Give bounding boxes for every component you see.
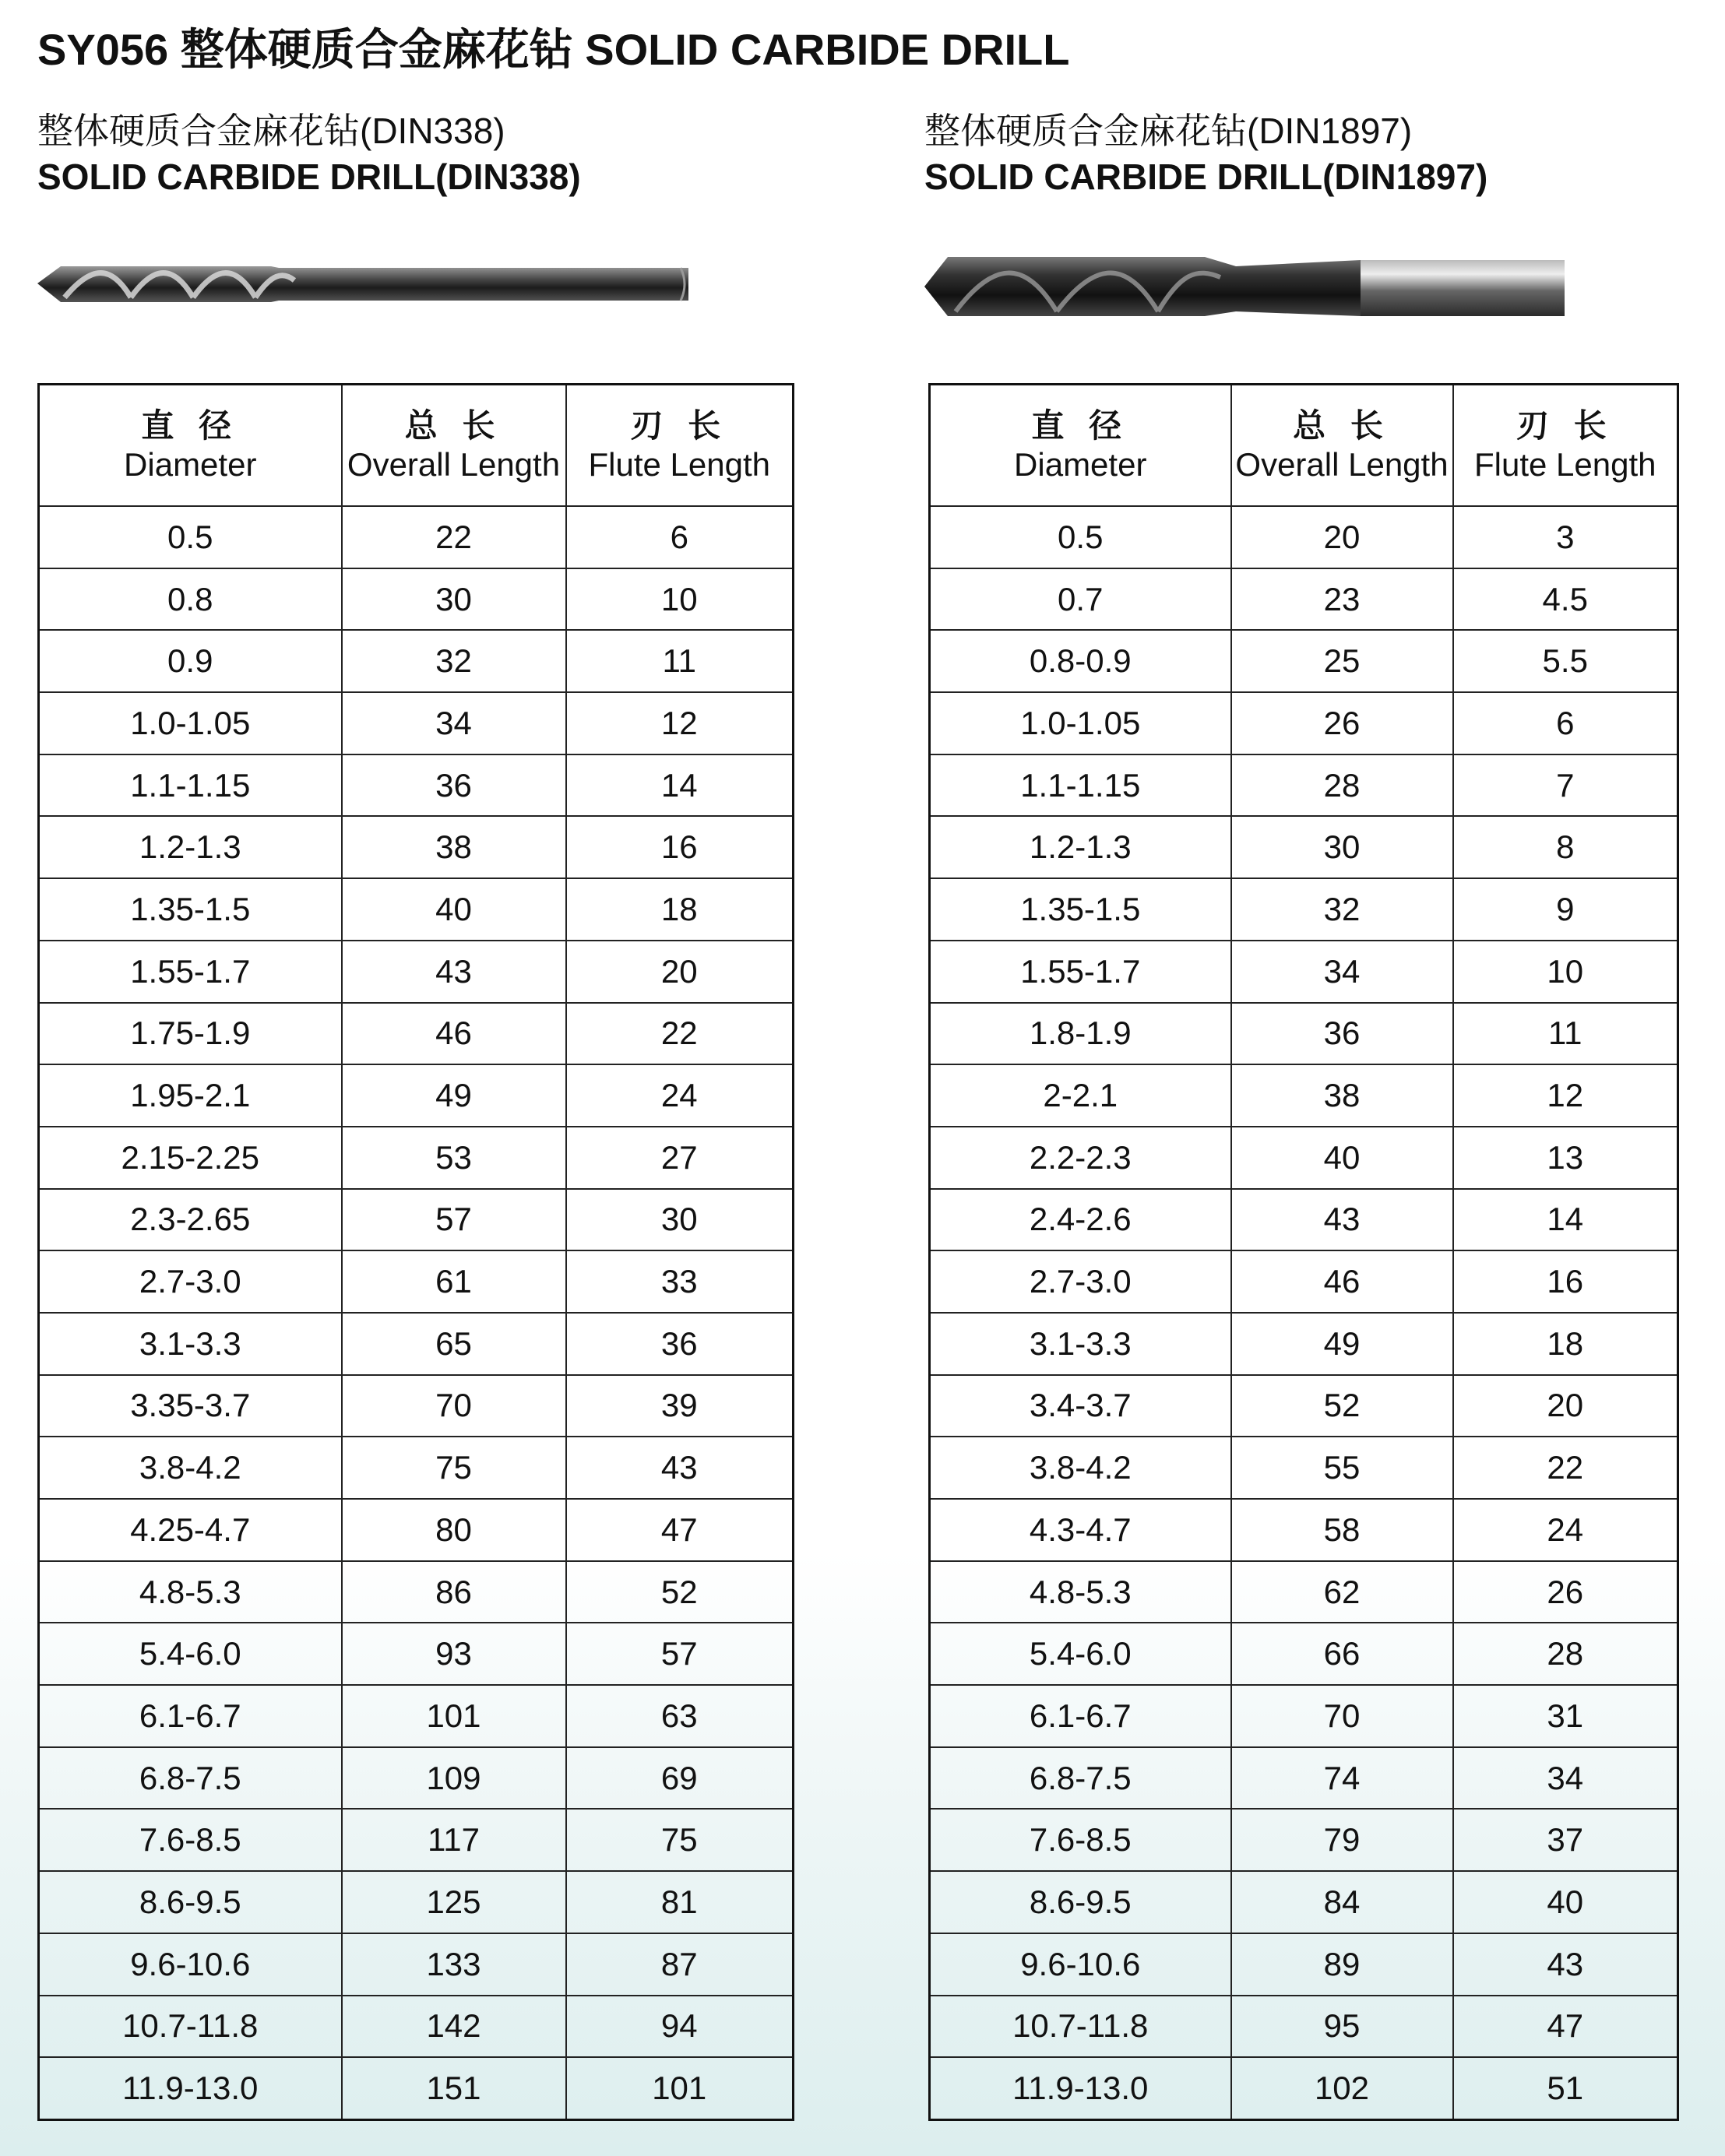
- overall-length-cell: 142: [342, 1996, 566, 2058]
- flute-length-cell: 34: [1453, 1747, 1678, 1810]
- flute-length-cell: 63: [566, 1685, 794, 1747]
- overall-length-cell: 52: [1231, 1375, 1453, 1437]
- diameter-cell: 4.8-5.3: [39, 1561, 342, 1623]
- flute-length-cell: 18: [1453, 1313, 1678, 1375]
- flute-length-cell: 31: [1453, 1685, 1678, 1747]
- table-row: [930, 1685, 1678, 1747]
- diameter-cell: 8.6-9.5: [930, 1871, 1231, 1933]
- overall-length-cell: 70: [1231, 1685, 1453, 1747]
- overall-length-cell: 49: [342, 1064, 566, 1127]
- flute-length-cell: 75: [566, 1809, 794, 1871]
- overall-length-cell: 49: [1231, 1313, 1453, 1375]
- overall-length-cell: 84: [1231, 1871, 1453, 1933]
- table-header-row: [39, 385, 794, 507]
- diameter-cell: 10.7-11.8: [39, 1996, 342, 2058]
- table-row: [930, 1561, 1678, 1623]
- diameter-cell: 1.0-1.05: [930, 692, 1231, 754]
- diameter-cell: 7.6-8.5: [930, 1809, 1231, 1871]
- flute-length-cell: 30: [566, 1189, 794, 1251]
- table-row: [930, 754, 1678, 817]
- flute-length-cell: 12: [566, 692, 794, 754]
- flute-length-cell: 40: [1453, 1871, 1678, 1933]
- overall-length-cell: 20: [1231, 506, 1453, 568]
- diameter-cell: 3.35-3.7: [39, 1375, 342, 1437]
- table-row: [39, 1623, 794, 1685]
- table-row: [39, 1064, 794, 1127]
- overall-length-cell: 65: [342, 1313, 566, 1375]
- diameter-cell: 0.8: [39, 568, 342, 631]
- flute-length-cell: 16: [566, 816, 794, 878]
- flute-length-cell: 28: [1453, 1623, 1678, 1685]
- diameter-cell: 1.0-1.05: [39, 692, 342, 754]
- table-row: [930, 2057, 1678, 2119]
- overall-length-header-zh: 总 长: [404, 406, 503, 444]
- overall-length-cell: 30: [342, 568, 566, 631]
- overall-length-cell: 102: [1231, 2057, 1453, 2119]
- flute-length-cell: 9: [1453, 878, 1678, 941]
- diameter-cell: 5.4-6.0: [39, 1623, 342, 1685]
- table-row: [930, 568, 1678, 631]
- overall-length-cell: 79: [1231, 1809, 1453, 1871]
- diameter-cell: 1.75-1.9: [39, 1003, 342, 1065]
- overall-length-cell: 32: [1231, 878, 1453, 941]
- diameter-cell: 3.4-3.7: [930, 1375, 1231, 1437]
- overall-length-cell: 38: [1231, 1064, 1453, 1127]
- flute-length-cell: 81: [566, 1871, 794, 1933]
- diameter-cell: 9.6-10.6: [39, 1933, 342, 1996]
- flute-length-cell: 13: [1453, 1127, 1678, 1189]
- table-row: [930, 1933, 1678, 1996]
- overall-length-cell: 26: [1231, 692, 1453, 754]
- overall-length-cell: 46: [1231, 1250, 1453, 1313]
- overall-length-cell: 32: [342, 630, 566, 692]
- diameter-cell: 3.8-4.2: [39, 1437, 342, 1499]
- table-row: [930, 1623, 1678, 1685]
- table-row: [39, 2057, 794, 2119]
- flute-length-cell: 39: [566, 1375, 794, 1437]
- diameter-cell: 1.35-1.5: [39, 878, 342, 941]
- table-row: [930, 1809, 1678, 1871]
- table-row: [930, 1250, 1678, 1313]
- diameter-cell: 9.6-10.6: [930, 1933, 1231, 1996]
- flute-length-cell: 12: [1453, 1064, 1678, 1127]
- diameter-cell: 4.25-4.7: [39, 1499, 342, 1561]
- table-row: [39, 1809, 794, 1871]
- diameter-header: [930, 385, 1231, 507]
- table-row: [39, 1996, 794, 2058]
- diameter-cell: 6.8-7.5: [39, 1747, 342, 1810]
- overall-length-cell: 80: [342, 1499, 566, 1561]
- diameter-cell: 6.1-6.7: [930, 1685, 1231, 1747]
- overall-length-cell: 125: [342, 1871, 566, 1933]
- flute-length-cell: 6: [566, 506, 794, 568]
- drill-din1897-image: [924, 249, 1565, 324]
- overall-length-cell: 95: [1231, 1996, 1453, 2058]
- table-row: [930, 1127, 1678, 1189]
- flute-length-cell: 52: [566, 1561, 794, 1623]
- din338-spec-table: [37, 383, 794, 2121]
- table-row: [930, 506, 1678, 568]
- diameter-cell: 6.8-7.5: [930, 1747, 1231, 1810]
- overall-length-header-zh: 总 长: [1293, 406, 1391, 444]
- diameter-cell: 7.6-8.5: [39, 1809, 342, 1871]
- flute-length-cell: 11: [566, 630, 794, 692]
- flute-length-cell: 47: [1453, 1996, 1678, 2058]
- overall-length-cell: 22: [342, 506, 566, 568]
- flute-length-cell: 37: [1453, 1809, 1678, 1871]
- flute-length-cell: 5.5: [1453, 630, 1678, 692]
- overall-length-header-en: Overall Length: [347, 446, 561, 483]
- overall-length-cell: 40: [1231, 1127, 1453, 1189]
- flute-length-header-zh: 刃 长: [630, 406, 729, 444]
- overall-length-cell: 66: [1231, 1623, 1453, 1685]
- table-row: [39, 1561, 794, 1623]
- flute-length-cell: 11: [1453, 1003, 1678, 1065]
- table-row: [930, 1064, 1678, 1127]
- overall-length-cell: 43: [342, 941, 566, 1003]
- flute-length-cell: 22: [1453, 1437, 1678, 1499]
- overall-length-header: [1231, 385, 1453, 507]
- din1897-spec-table: [928, 383, 1679, 2121]
- table-row: [39, 1871, 794, 1933]
- diameter-cell: 3.1-3.3: [39, 1313, 342, 1375]
- diameter-cell: 0.7: [930, 568, 1231, 631]
- overall-length-cell: 151: [342, 2057, 566, 2119]
- table-row: [930, 1003, 1678, 1065]
- table-row: [930, 816, 1678, 878]
- diameter-cell: 0.5: [930, 506, 1231, 568]
- overall-length-cell: 53: [342, 1127, 566, 1189]
- overall-length-cell: 93: [342, 1623, 566, 1685]
- flute-length-cell: 4.5: [1453, 568, 1678, 631]
- table-row: [930, 1189, 1678, 1251]
- overall-length-cell: 61: [342, 1250, 566, 1313]
- table-row: [39, 692, 794, 754]
- overall-length-cell: 109: [342, 1747, 566, 1810]
- table-row: [39, 1375, 794, 1437]
- diameter-cell: 11.9-13.0: [39, 2057, 342, 2119]
- diameter-header-zh: 直 径: [141, 406, 240, 444]
- flute-length-cell: 24: [1453, 1499, 1678, 1561]
- flute-length-cell: 43: [1453, 1933, 1678, 1996]
- flute-length-cell: 14: [566, 754, 794, 817]
- diameter-cell: 2.15-2.25: [39, 1127, 342, 1189]
- table-row: [930, 1375, 1678, 1437]
- overall-length-cell: 89: [1231, 1933, 1453, 1996]
- table-row: [930, 1313, 1678, 1375]
- flute-length-header-zh: 刃 长: [1516, 406, 1614, 444]
- diameter-header: [39, 385, 342, 507]
- diameter-cell: 4.8-5.3: [930, 1561, 1231, 1623]
- flute-length-header: [566, 385, 794, 507]
- drill-din338-image: [37, 257, 688, 311]
- table-row: [39, 1437, 794, 1499]
- diameter-cell: 0.9: [39, 630, 342, 692]
- overall-length-cell: 133: [342, 1933, 566, 1996]
- overall-length-cell: 34: [342, 692, 566, 754]
- section-title-en-din338: SOLID CARBIDE DRILL(DIN338): [37, 157, 581, 197]
- overall-length-header: [342, 385, 566, 507]
- table-row: [930, 1437, 1678, 1499]
- flute-length-cell: 20: [1453, 1375, 1678, 1437]
- diameter-cell: 4.3-4.7: [930, 1499, 1231, 1561]
- diameter-header-en: Diameter: [124, 446, 257, 483]
- table-row: [39, 568, 794, 631]
- flute-length-cell: 3: [1453, 506, 1678, 568]
- flute-length-cell: 24: [566, 1064, 794, 1127]
- diameter-cell: 0.5: [39, 506, 342, 568]
- overall-length-cell: 101: [342, 1685, 566, 1747]
- flute-length-cell: 27: [566, 1127, 794, 1189]
- flute-length-header-en: Flute Length: [588, 446, 770, 483]
- overall-length-cell: 55: [1231, 1437, 1453, 1499]
- flute-length-cell: 6: [1453, 692, 1678, 754]
- flute-length-cell: 26: [1453, 1561, 1678, 1623]
- flute-length-cell: 47: [566, 1499, 794, 1561]
- flute-length-cell: 57: [566, 1623, 794, 1685]
- diameter-cell: 1.1-1.15: [39, 754, 342, 817]
- table-row: [930, 1996, 1678, 2058]
- flute-length-cell: 14: [1453, 1189, 1678, 1251]
- table-row: [39, 754, 794, 817]
- flute-length-cell: 18: [566, 878, 794, 941]
- diameter-cell: 11.9-13.0: [930, 2057, 1231, 2119]
- overall-length-cell: 58: [1231, 1499, 1453, 1561]
- overall-length-cell: 62: [1231, 1561, 1453, 1623]
- diameter-cell: 0.8-0.9: [930, 630, 1231, 692]
- diameter-cell: 10.7-11.8: [930, 1996, 1231, 2058]
- overall-length-cell: 23: [1231, 568, 1453, 631]
- table-row: [39, 1003, 794, 1065]
- flute-length-cell: 22: [566, 1003, 794, 1065]
- overall-length-cell: 38: [342, 816, 566, 878]
- diameter-cell: 1.2-1.3: [39, 816, 342, 878]
- diameter-header-en: Diameter: [1014, 446, 1147, 483]
- diameter-cell: 2.2-2.3: [930, 1127, 1231, 1189]
- page-title: SY056 整体硬质合金麻花钻 SOLID CARBIDE DRILL: [37, 25, 1070, 74]
- diameter-cell: 5.4-6.0: [930, 1623, 1231, 1685]
- table-row: [930, 630, 1678, 692]
- flute-length-cell: 8: [1453, 816, 1678, 878]
- overall-length-cell: 34: [1231, 941, 1453, 1003]
- table-header-row: [930, 385, 1678, 507]
- table-row: [39, 1685, 794, 1747]
- flute-length-cell: 10: [566, 568, 794, 631]
- flute-length-header-en: Flute Length: [1473, 446, 1656, 483]
- diameter-cell: 1.8-1.9: [930, 1003, 1231, 1065]
- diameter-cell: 1.35-1.5: [930, 878, 1231, 941]
- diameter-cell: 1.55-1.7: [930, 941, 1231, 1003]
- overall-length-cell: 36: [1231, 1003, 1453, 1065]
- diameter-cell: 2.4-2.6: [930, 1189, 1231, 1251]
- flute-length-cell: 10: [1453, 941, 1678, 1003]
- diameter-cell: 8.6-9.5: [39, 1871, 342, 1933]
- table-row: [39, 1127, 794, 1189]
- table-row: [39, 878, 794, 941]
- section-title-en-din1897: SOLID CARBIDE DRILL(DIN1897): [924, 157, 1488, 197]
- flute-length-cell: 36: [566, 1313, 794, 1375]
- flute-length-cell: 69: [566, 1747, 794, 1810]
- diameter-cell: 6.1-6.7: [39, 1685, 342, 1747]
- table-row: [39, 1499, 794, 1561]
- overall-length-header-en: Overall Length: [1235, 446, 1449, 483]
- din1897-table-body: [930, 506, 1678, 2119]
- overall-length-cell: 30: [1231, 816, 1453, 878]
- table-row: [930, 941, 1678, 1003]
- table-row: [930, 1747, 1678, 1810]
- diameter-cell: 3.1-3.3: [930, 1313, 1231, 1375]
- flute-length-cell: 16: [1453, 1250, 1678, 1313]
- diameter-cell: 2.7-3.0: [39, 1250, 342, 1313]
- diameter-header-zh: 直 径: [1031, 406, 1130, 444]
- diameter-cell: 2-2.1: [930, 1064, 1231, 1127]
- flute-length-cell: 101: [566, 2057, 794, 2119]
- diameter-cell: 1.95-2.1: [39, 1064, 342, 1127]
- overall-length-cell: 46: [342, 1003, 566, 1065]
- overall-length-cell: 86: [342, 1561, 566, 1623]
- table-row: [39, 941, 794, 1003]
- table-row: [39, 1747, 794, 1810]
- table-row: [39, 630, 794, 692]
- table-row: [39, 1250, 794, 1313]
- overall-length-cell: 70: [342, 1375, 566, 1437]
- section-title-zh-din338: 整体硬质合金麻花钻(DIN338): [37, 111, 505, 151]
- flute-length-cell: 51: [1453, 2057, 1678, 2119]
- table-row: [930, 878, 1678, 941]
- flute-length-header: [1453, 385, 1678, 507]
- table-row: [930, 1499, 1678, 1561]
- flute-length-cell: 87: [566, 1933, 794, 1996]
- flute-length-cell: 94: [566, 1996, 794, 2058]
- section-title-zh-din1897: 整体硬质合金麻花钻(DIN1897): [924, 111, 1413, 151]
- table-row: [39, 1933, 794, 1996]
- din338-table-body: [39, 506, 794, 2119]
- flute-length-cell: 7: [1453, 754, 1678, 817]
- diameter-cell: 3.8-4.2: [930, 1437, 1231, 1499]
- table-row: [930, 692, 1678, 754]
- diameter-cell: 1.1-1.15: [930, 754, 1231, 817]
- overall-length-cell: 28: [1231, 754, 1453, 817]
- table-row: [39, 1313, 794, 1375]
- overall-length-cell: 40: [342, 878, 566, 941]
- diameter-cell: 1.55-1.7: [39, 941, 342, 1003]
- diameter-cell: 1.2-1.3: [930, 816, 1231, 878]
- overall-length-cell: 74: [1231, 1747, 1453, 1810]
- table-row: [39, 1189, 794, 1251]
- overall-length-cell: 75: [342, 1437, 566, 1499]
- overall-length-cell: 57: [342, 1189, 566, 1251]
- diameter-cell: 2.7-3.0: [930, 1250, 1231, 1313]
- flute-length-cell: 43: [566, 1437, 794, 1499]
- overall-length-cell: 25: [1231, 630, 1453, 692]
- overall-length-cell: 117: [342, 1809, 566, 1871]
- table-row: [39, 506, 794, 568]
- overall-length-cell: 36: [342, 754, 566, 817]
- flute-length-cell: 33: [566, 1250, 794, 1313]
- table-row: [930, 1871, 1678, 1933]
- diameter-cell: 2.3-2.65: [39, 1189, 342, 1251]
- flute-length-cell: 20: [566, 941, 794, 1003]
- overall-length-cell: 43: [1231, 1189, 1453, 1251]
- table-row: [39, 816, 794, 878]
